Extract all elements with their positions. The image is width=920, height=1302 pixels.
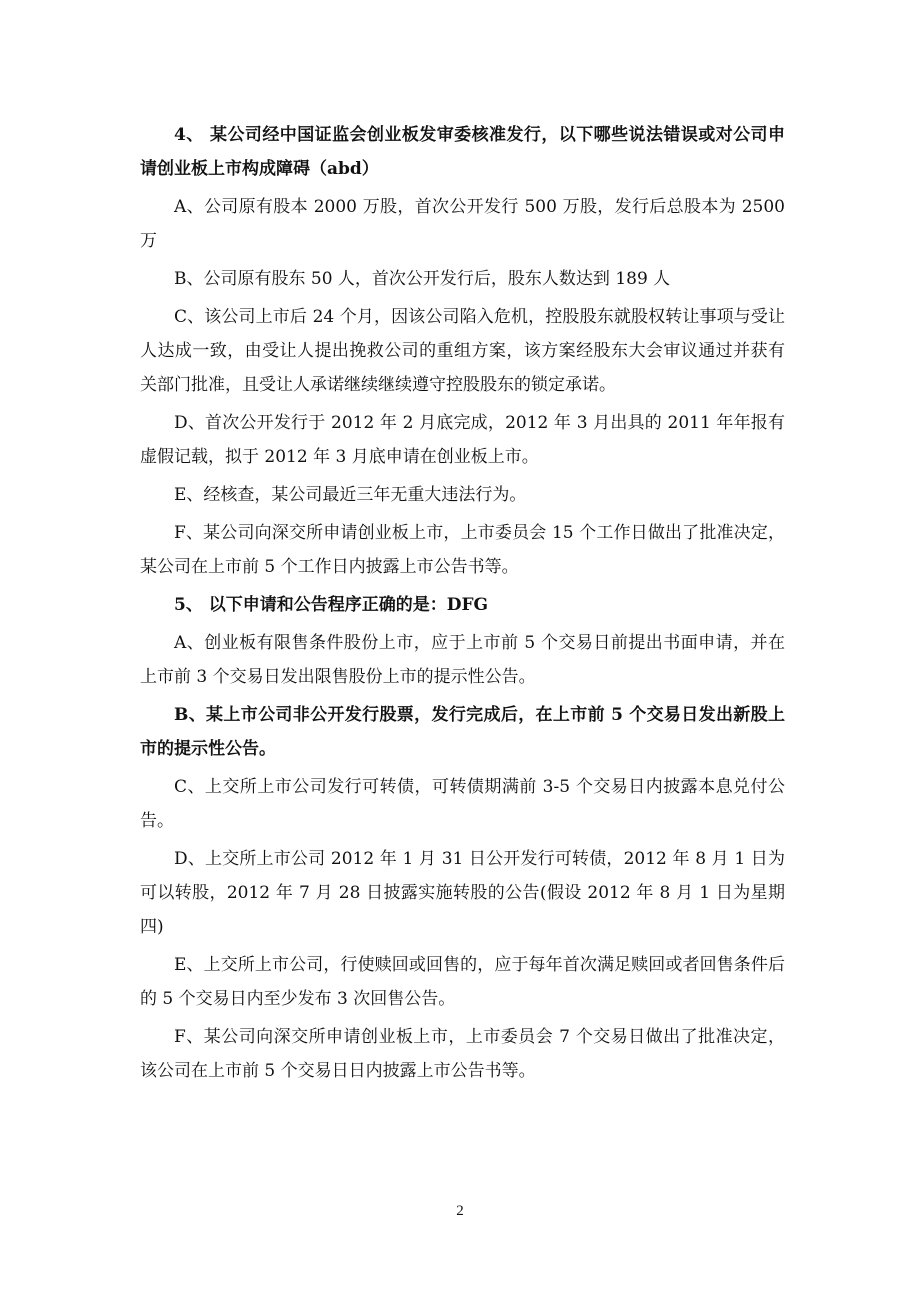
question-4-stem: 4、 某公司经中国证监会创业板发审委核准发行，以下哪些说法错误或对公司申请创业板上市构成障碍（abd） [140,125,785,179]
question-4-option-f: F、某公司向深交所申请创业板上市，上市委员会 15 个工作日做出了批准决定，某公司在上市前 5 个工作日内披露上市公告书等。 [140,523,785,577]
question-5-option-f: F、某公司向深交所申请创业板上市，上市委员会 7 个交易日做出了批准决定，该公司在上市前 5 个交易日日内披露上市公告书等。 [140,1027,785,1081]
question-4-option-c: C、该公司上市后 24 个月，因该公司陷入危机，控股股东就股权转让事项与受让人达成一致，由受让人提出挽救公司的重组方案，该方案经股东大会审议通过并获有关部门批准，且受让人承诺继续继续遵守控股股东的锁定承诺。 [140,307,785,395]
question-5-stem: 5、 以下申请和公告程序正确的是：DFG [174,595,489,615]
question-4-option-a: A、公司原有股本 2000 万股，首次公开发行 500 万股，发行后总股本为 2500 万 [140,197,785,251]
question-4-option-d: D、首次公开发行于 2012 年 2 月底完成，2012 年 3 月出具的 2011 年年报有虚假记载，拟于 2012 年 3 月底申请在创业板上市。 [140,413,785,467]
question-5-option-a: A、创业板有限售条件股份上市，应于上市前 5 个交易日前提出书面申请，并在上市前 3 个交易日发出限售股份上市的提示性公告。 [140,633,785,687]
question-5-option-d: D、上交所上市公司 2012 年 1 月 31 日公开发行可转债，2012 年 8 月 1 日为可以转股，2012 年 7 月 28 日披露实施转股的公告(假设 2012 年 8 月 1 日为星期四) [140,849,785,937]
question-4-option-b: B、公司原有股东 50 人，首次公开发行后，股东人数达到 189 人 [174,269,671,289]
question-5-option-e: E、上交所上市公司，行使赎回或回售的，应于每年首次满足赎回或者回售条件后的 5 个交易日内至少发布 3 次回售公告。 [140,955,785,1009]
page-number: 2 [456,1203,464,1219]
question-5-option-c: C、上交所上市公司发行可转债，可转债期满前 3-5 个交易日内披露本息兑付公告。 [140,777,785,831]
question-4-option-e: E、经核查，某公司最近三年无重大违法行为。 [174,485,527,505]
question-5-option-b: B、某上市公司非公开发行股票，发行完成后，在上市前 5 个交易日发出新股上市的提示性公告。 [140,705,785,759]
document-body [140,118,785,1092]
